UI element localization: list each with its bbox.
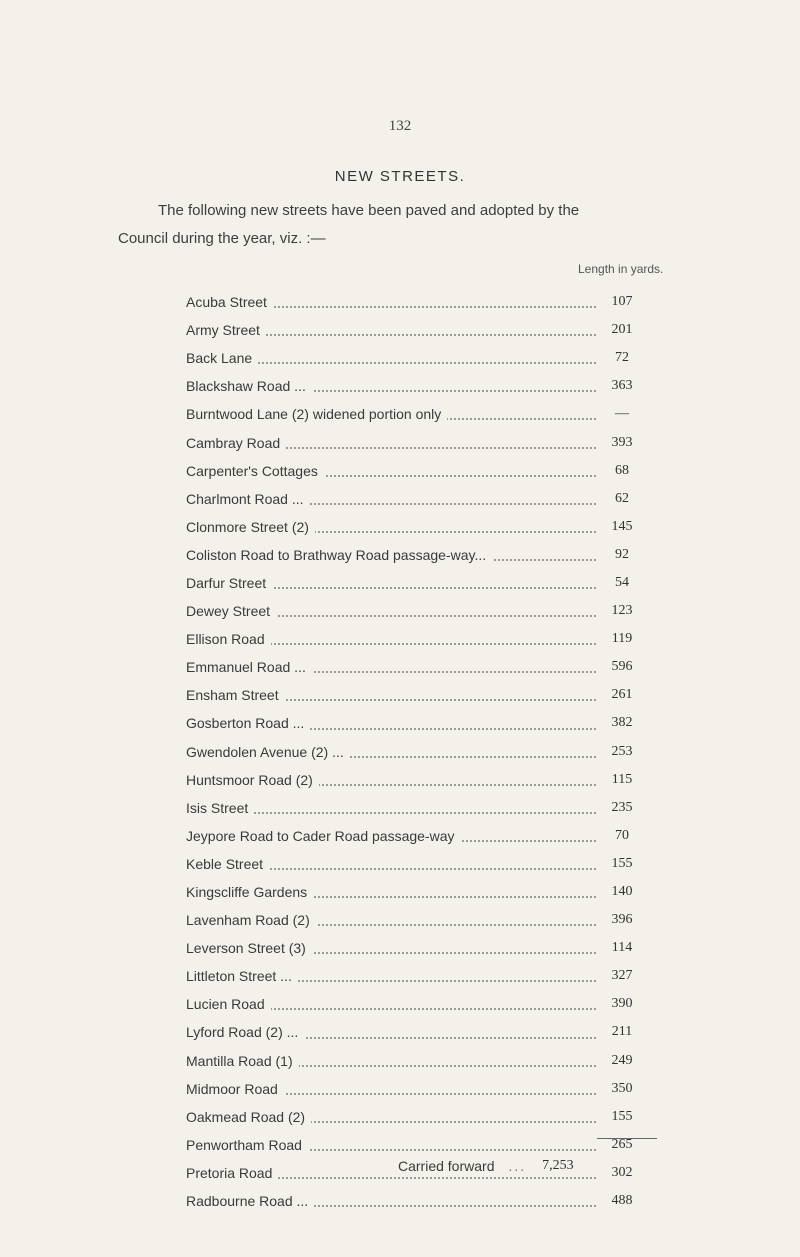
table-row — [186, 625, 666, 653]
street-name: Charlmont Road ... — [186, 491, 310, 507]
table-row — [186, 344, 666, 372]
street-name: Leverson Street (3) — [186, 940, 312, 956]
street-name: Gosberton Road ... — [186, 715, 310, 731]
table-row — [186, 709, 666, 737]
table-row — [186, 513, 666, 541]
street-name: Acuba Street — [186, 294, 273, 310]
table-row — [186, 738, 666, 766]
street-length: 123 — [611, 603, 633, 619]
street-length: 115 — [611, 771, 633, 787]
street-length: 54 — [615, 574, 629, 590]
street-name: Back Lane — [186, 350, 258, 366]
street-name: Gwendolen Avenue (2) ... — [186, 744, 350, 760]
table-row — [186, 428, 666, 456]
table-row — [186, 934, 666, 962]
table-row — [186, 990, 666, 1018]
table-row — [186, 400, 666, 428]
table-row — [186, 878, 666, 906]
street-length: 92 — [615, 546, 629, 562]
table-row — [186, 1131, 666, 1159]
street-name: Isis Street — [186, 800, 254, 816]
street-length: 363 — [611, 378, 633, 394]
intro-line-2: Council during the year, viz. :— — [118, 230, 326, 247]
street-name: Ellison Road — [186, 631, 271, 647]
table-row — [186, 653, 666, 681]
street-name: Keble Street — [186, 856, 269, 872]
street-name: Penwortham Road — [186, 1137, 308, 1153]
table-row — [186, 485, 666, 513]
table-row — [186, 1018, 666, 1046]
street-length: 107 — [611, 294, 633, 310]
table-row — [186, 1047, 666, 1075]
street-length: 155 — [611, 1108, 633, 1124]
street-name: Dewey Street — [186, 603, 276, 619]
table-row — [186, 597, 666, 625]
table-row — [186, 1187, 666, 1215]
table-row — [186, 1075, 666, 1103]
intro-line-1: The following new streets have been paved and adopted by the — [158, 202, 580, 219]
street-name: Oakmead Road (2) — [186, 1109, 311, 1125]
street-length: 265 — [611, 1136, 633, 1152]
street-length: 393 — [611, 434, 633, 450]
street-length: 382 — [611, 715, 633, 731]
street-name: Cambray Road — [186, 435, 286, 451]
table-row — [186, 681, 666, 709]
street-name: Darfur Street — [186, 575, 272, 591]
street-length: 145 — [611, 518, 633, 534]
street-name: Lyford Road (2) ... — [186, 1024, 304, 1040]
street-name: Midmoor Road — [186, 1081, 284, 1097]
street-name: Kingscliffe Gardens — [186, 884, 313, 900]
street-length: 140 — [611, 884, 633, 900]
street-name: Coliston Road to Brathway Road passage-way... — [186, 547, 492, 563]
street-length: — — [615, 406, 629, 422]
street-name: Burntwood Lane (2) widened portion only — [186, 406, 447, 422]
street-length: 261 — [611, 687, 633, 703]
table-row — [186, 1103, 666, 1131]
table-row — [186, 372, 666, 400]
streets-table — [186, 288, 666, 1215]
street-length: 211 — [611, 1024, 633, 1040]
street-name: Radbourne Road ... — [186, 1193, 314, 1209]
street-name: Carpenter's Cottages — [186, 463, 324, 479]
total-row — [398, 1158, 658, 1174]
street-length: 396 — [611, 912, 633, 928]
total-value: 7,253 — [542, 1158, 574, 1173]
street-length: 596 — [611, 659, 633, 675]
street-length: 72 — [615, 350, 629, 366]
total-leader: ... — [508, 1158, 527, 1174]
table-row — [186, 457, 666, 485]
page-title: NEW STREETS. — [334, 168, 466, 185]
table-row — [186, 794, 666, 822]
street-length: 235 — [611, 799, 633, 815]
street-length: 350 — [611, 1080, 633, 1096]
street-length: 302 — [611, 1164, 633, 1180]
street-name: Ensham Street — [186, 687, 285, 703]
street-length: 70 — [615, 827, 629, 843]
street-length: 201 — [611, 322, 633, 338]
street-name: Lavenham Road (2) — [186, 912, 316, 928]
street-length: 390 — [611, 996, 633, 1012]
street-name: Emmanuel Road ... — [186, 659, 312, 675]
street-name: Jeypore Road to Cader Road passage-way — [186, 828, 461, 844]
intro-paragraph — [118, 197, 718, 253]
page-number: 132 — [388, 118, 412, 134]
street-name: Army Street — [186, 322, 266, 338]
street-length: 114 — [611, 940, 633, 956]
total-label: Carried forward — [398, 1158, 495, 1174]
table-row — [186, 906, 666, 934]
street-name: Mantilla Road (1) — [186, 1053, 299, 1069]
street-name: Clonmore Street (2) — [186, 519, 315, 535]
table-row — [186, 962, 666, 990]
street-length: 68 — [615, 462, 629, 478]
table-row — [186, 822, 666, 850]
street-length: 488 — [611, 1193, 633, 1209]
street-name: Pretoria Road — [186, 1165, 278, 1181]
table-row — [186, 288, 666, 316]
table-row — [186, 541, 666, 569]
street-length: 253 — [611, 743, 633, 759]
table-row — [186, 850, 666, 878]
table-row — [186, 569, 666, 597]
table-row — [186, 316, 666, 344]
street-name: Lucien Road — [186, 996, 271, 1012]
street-name: Littleton Street ... — [186, 968, 298, 984]
street-length: 119 — [611, 631, 633, 647]
table-row — [186, 766, 666, 794]
column-header-length: Length in yards. — [578, 262, 664, 276]
street-length: 62 — [615, 490, 629, 506]
total-rule — [597, 1138, 657, 1139]
street-length: 155 — [611, 855, 633, 871]
street-length: 249 — [611, 1052, 633, 1068]
street-name: Blackshaw Road ... — [186, 378, 312, 394]
street-length: 327 — [611, 968, 633, 984]
street-name: Huntsmoor Road (2) — [186, 772, 319, 788]
